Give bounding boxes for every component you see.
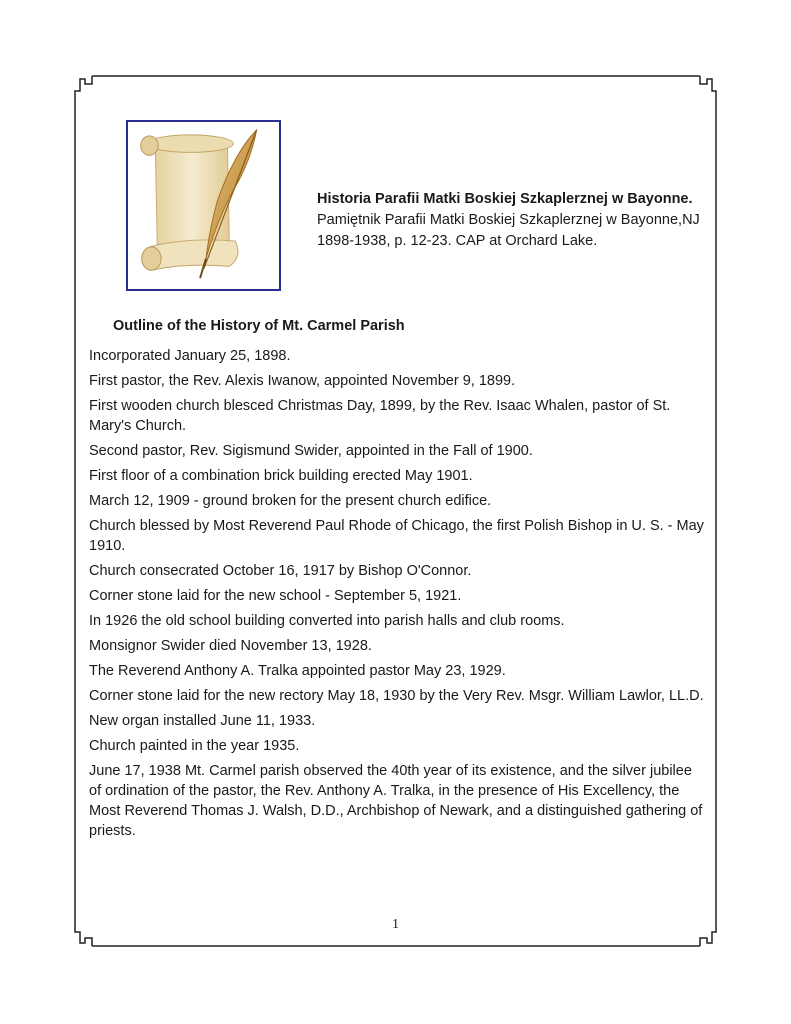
outline-entry: March 12, 1909 - ground broken for the present church edifice. bbox=[89, 493, 492, 509]
outline-entry: New organ installed June 11, 1933. bbox=[89, 713, 316, 729]
outline-entries bbox=[89, 346, 705, 846]
outline-entry: Church consecrated October 16, 1917 by Bishop O'Connor. bbox=[89, 563, 472, 579]
outline-entry: First wooden church blesced Christmas Day, 1899, by the Rev. Isaac Whalen, pastor of St. Mary's Church. bbox=[89, 398, 671, 434]
outline-heading: Outline of the History of Mt. Carmel Parish bbox=[113, 318, 405, 334]
outline-entry: The Reverend Anthony A. Tralka appointed pastor May 23, 1929. bbox=[89, 663, 506, 679]
outline-entry: First floor of a combination brick building erected May 1901. bbox=[89, 468, 473, 484]
outline-entry: Church painted in the year 1935. bbox=[89, 738, 300, 754]
outline-entry: In 1926 the old school building converted into parish halls and club rooms. bbox=[89, 613, 565, 629]
outline-entry: Corner stone laid for the new rectory May 18, 1930 by the Very Rev. Msgr. William Lawlor, LL.D. bbox=[89, 688, 704, 704]
outline-entry: Church blessed by Most Reverend Paul Rhode of Chicago, the first Polish Bishop in U. S. - May 1910. bbox=[89, 518, 704, 554]
outline-entry: First pastor, the Rev. Alexis Iwanow, appointed November 9, 1899. bbox=[89, 373, 516, 389]
citation-line: 1898-1938, p. 12-23. CAP at Orchard Lake. bbox=[317, 233, 598, 249]
citation-title: Historia Parafii Matki Boskiej Szkaplerznej w Bayonne. bbox=[317, 191, 693, 207]
page-number: 1 bbox=[392, 917, 399, 932]
outline-entry: June 17, 1938 Mt. Carmel parish observed the 40th year of its existence, and the silver jubilee of ordination of the pastor, the Rev. Anthony A. Tralka, in the presence of His Excellency, the Most Reverend Thomas J. Walsh, D.D., Archbishop of Newark, and a distinguished gathering of priests. bbox=[89, 763, 703, 839]
outline-entry: Corner stone laid for the new school - September 5, 1921. bbox=[89, 588, 462, 604]
outline-entry: Incorporated January 25, 1898. bbox=[89, 348, 291, 364]
citation bbox=[317, 189, 717, 252]
outline-entry: Second pastor, Rev. Sigismund Swider, appointed in the Fall of 1900. bbox=[89, 443, 533, 459]
scroll-and-quill-icon bbox=[126, 120, 281, 291]
outline-entry: Monsignor Swider died November 13, 1928. bbox=[89, 638, 372, 654]
citation-line: Pamiętnik Parafii Matki Boskiej Szkaplerznej w Bayonne,NJ bbox=[317, 212, 700, 228]
